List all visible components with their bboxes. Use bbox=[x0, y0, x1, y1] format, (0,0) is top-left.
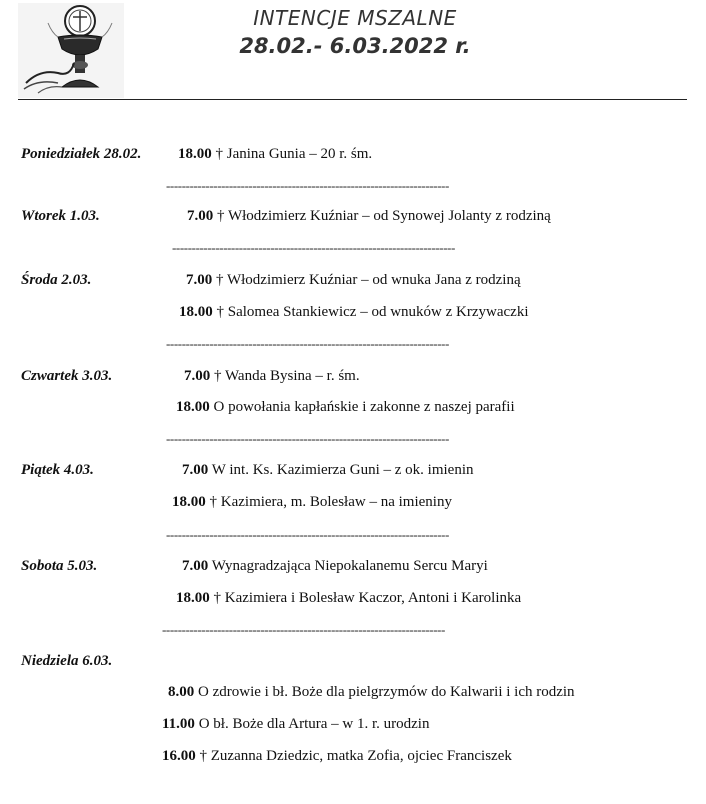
day-label-thursday: Czwartek 3.03. bbox=[21, 368, 113, 384]
mass-entry bbox=[179, 304, 529, 321]
mass-intention: W int. Ks. Kazimierza Guni – z ok. imienin bbox=[211, 462, 474, 478]
day-label-monday: Poniedziałek 28.02. bbox=[21, 146, 142, 162]
mass-entry bbox=[184, 368, 360, 385]
mass-entry bbox=[182, 462, 473, 479]
mass-time: 7.00 bbox=[182, 462, 209, 478]
mass-time: 11.00 bbox=[162, 716, 195, 732]
day-label-wednesday: Środa 2.03. bbox=[21, 272, 92, 288]
mass-entry bbox=[168, 684, 575, 701]
separator: ------------------------------------------------------------------------ bbox=[166, 527, 449, 542]
mass-entry bbox=[162, 716, 429, 733]
mass-intention: † Kazimiera, m. Bolesław – na imieniny bbox=[209, 494, 452, 510]
mass-intention: † Włodzimierz Kuźniar – od wnuka Jana z rodziną bbox=[216, 272, 521, 288]
mass-time: 18.00 bbox=[172, 494, 206, 510]
mass-entry bbox=[186, 272, 521, 289]
mass-intention: † Kazimiera i Bolesław Kaczor, Antoni i Karolinka bbox=[213, 590, 522, 606]
mass-intention: † Włodzimierz Kuźniar – od Synowej Jolanty z rodziną bbox=[217, 208, 551, 224]
separator: ------------------------------------------------------------------------ bbox=[166, 431, 449, 446]
mass-intention: † Salomea Stankiewicz – od wnuków z Krzywaczki bbox=[216, 304, 529, 320]
header-divider bbox=[18, 99, 687, 100]
separator: ------------------------------------------------------------------------ bbox=[166, 178, 449, 193]
mass-entry bbox=[187, 208, 551, 225]
mass-intention: O zdrowie i bł. Boże dla pielgrzymów do Kalwarii i ich rodzin bbox=[198, 684, 575, 700]
mass-time: 8.00 bbox=[168, 684, 195, 700]
chalice-logo bbox=[18, 3, 124, 98]
page-title: INTENCJE MSZALNE bbox=[253, 6, 457, 30]
mass-intention: Wynagradzająca Niepokalanemu Sercu Maryi bbox=[211, 558, 488, 574]
separator: ------------------------------------------------------------------------ bbox=[172, 240, 455, 255]
mass-intention: † Zuzanna Dziedzic, matka Zofia, ojciec Franciszek bbox=[199, 748, 512, 764]
mass-time: 7.00 bbox=[184, 368, 211, 384]
mass-time: 16.00 bbox=[162, 748, 196, 764]
day-label-friday: Piątek 4.03. bbox=[21, 462, 94, 478]
mass-intention: † Wanda Bysina – r. śm. bbox=[214, 368, 360, 384]
day-label-sunday: Niedziela 6.03. bbox=[21, 653, 113, 669]
mass-intention: O powołania kapłańskie i zakonne z naszej parafii bbox=[213, 399, 515, 415]
mass-time: 7.00 bbox=[186, 272, 213, 288]
mass-entry bbox=[178, 146, 372, 163]
date-range: 28.02.- 6.03.2022 r. bbox=[239, 34, 471, 58]
mass-intention: O bł. Boże dla Artura – w 1. r. urodzin bbox=[198, 716, 430, 732]
mass-time: 7.00 bbox=[182, 558, 209, 574]
mass-time: 18.00 bbox=[178, 146, 212, 162]
mass-entry bbox=[172, 494, 452, 511]
separator: ------------------------------------------------------------------------ bbox=[166, 336, 449, 351]
mass-time: 18.00 bbox=[176, 399, 210, 415]
mass-time: 18.00 bbox=[176, 590, 210, 606]
mass-entry bbox=[176, 590, 521, 607]
mass-intention: † Janina Gunia – 20 r. śm. bbox=[215, 146, 373, 162]
mass-entry bbox=[162, 748, 512, 765]
mass-time: 18.00 bbox=[179, 304, 213, 320]
mass-entry bbox=[176, 399, 515, 416]
mass-time: 7.00 bbox=[187, 208, 214, 224]
separator: ------------------------------------------------------------------------ bbox=[162, 622, 445, 637]
mass-entry bbox=[182, 558, 488, 575]
day-label-tuesday: Wtorek 1.03. bbox=[21, 208, 100, 224]
day-label-saturday: Sobota 5.03. bbox=[21, 558, 98, 574]
